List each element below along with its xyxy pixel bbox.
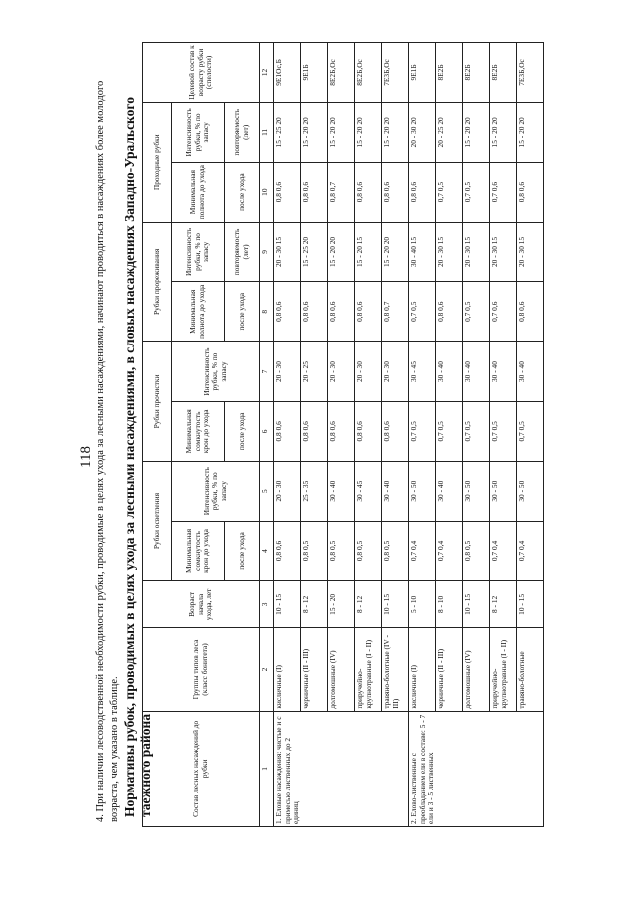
clearing-intensity: 25 - 35 <box>301 461 328 521</box>
thinning-intensity: 15 - 20 20 <box>328 222 355 282</box>
column-number: 7 <box>260 342 274 402</box>
cleaning-closure: 0,7 0,5 <box>409 401 436 461</box>
table-row <box>463 43 490 827</box>
age-value: 8 - 10 <box>436 581 463 628</box>
thinning-fullness: 0,8 0,6 <box>517 282 544 342</box>
table-row <box>355 43 382 827</box>
forest-group: долгомошные (IV) <box>463 628 490 711</box>
passing-fullness: 0,7 0,5 <box>436 162 463 222</box>
cleaning-closure: 0,7 0,5 <box>517 401 544 461</box>
header-min-fullness: Минимальная полнота до ухода <box>172 162 225 222</box>
thinning-fullness: 0,7 0,5 <box>409 282 436 342</box>
cleaning-intensity: 20 - 30 <box>382 342 409 402</box>
thinning-fullness: 0,8 0,6 <box>328 282 355 342</box>
cleaning-closure: 0,8 0,6 <box>328 401 355 461</box>
cleaning-intensity: 20 - 30 <box>274 342 301 402</box>
passing-intensity: 15 - 20 20 <box>355 102 382 162</box>
column-number: 8 <box>260 282 274 342</box>
passing-fullness: 0,8 0,7 <box>328 162 355 222</box>
passing-fullness: 0,8 0,6 <box>382 162 409 222</box>
forest-group: приручейно-крупнотравные (I - II) <box>355 628 382 711</box>
target-composition: 8Е2Б <box>436 43 463 103</box>
column-number: 9 <box>260 222 274 282</box>
norms-table <box>142 42 544 827</box>
column-number: 12 <box>260 43 274 103</box>
passing-fullness: 0,8 0,6 <box>517 162 544 222</box>
clearing-intensity: 30 - 50 <box>490 461 517 521</box>
column-number: 3 <box>260 581 274 628</box>
target-composition: 7Е3Б,Ос <box>517 43 544 103</box>
table-row <box>274 43 301 827</box>
cleaning-intensity: 20 - 30 <box>328 342 355 402</box>
target-composition: 9Е1Б <box>409 43 436 103</box>
passing-fullness: 0,8 0,6 <box>355 162 382 222</box>
thinning-intensity: 15 - 20 20 <box>382 222 409 282</box>
clearing-closure: 0,7 0,4 <box>436 521 463 581</box>
forest-group: травяно-болотные <box>517 628 544 711</box>
section-composition: 1. Еловые насаждения: чистые и с примесью лиственных до 2 единиц <box>274 711 409 826</box>
passing-intensity: 15 - 20 20 <box>382 102 409 162</box>
target-composition: 7Е3Б,Ос <box>382 43 409 103</box>
clearing-intensity: 30 - 45 <box>355 461 382 521</box>
age-value: 5 - 10 <box>409 581 436 628</box>
passing-fullness: 0,8 0,6 <box>409 162 436 222</box>
header-cleaning: Рубки прочистки <box>143 342 172 462</box>
header-passing: Проходные рубки <box>143 102 172 222</box>
header-min-fullness: Минимальная полнота до ухода <box>172 282 225 342</box>
clearing-intensity: 20 - 30 <box>274 461 301 521</box>
age-value: 10 - 15 <box>274 581 301 628</box>
thinning-intensity: 20 - 30 15 <box>490 222 517 282</box>
header-thinning: Рубки прореживания <box>143 222 172 342</box>
clearing-closure: 0,8 0,5 <box>463 521 490 581</box>
passing-intensity: 15 - 20 20 <box>490 102 517 162</box>
clearing-closure: 0,8 0,5 <box>328 521 355 581</box>
column-number: 4 <box>260 521 274 581</box>
cleaning-intensity: 30 - 40 <box>463 342 490 402</box>
cleaning-intensity: 20 - 25 <box>301 342 328 402</box>
thinning-fullness: 0,8 0,6 <box>274 282 301 342</box>
header-target: Целевой состав к возрасту рубки (спелости) <box>143 43 260 103</box>
header-composition: Состав лесных насаждений до рубки <box>143 711 260 826</box>
thinning-fullness: 0,7 0,6 <box>490 282 517 342</box>
forest-group: травяно-болотные (IV - III) <box>382 628 409 711</box>
clearing-closure: 0,7 0,4 <box>490 521 517 581</box>
thinning-intensity: 20 - 30 15 <box>517 222 544 282</box>
table-row <box>409 43 436 827</box>
header-intensity: Интенсивность рубки, % по запасу <box>172 461 260 521</box>
clearing-closure: 0,7 0,4 <box>409 521 436 581</box>
header-after-care: после ухода <box>225 162 260 222</box>
paragraph-line-2: возраста, чем указано в таблице. <box>109 676 120 822</box>
table-row <box>382 43 409 827</box>
thinning-fullness: 0,8 0,6 <box>436 282 463 342</box>
target-composition: 8Е2Б,Ос <box>355 43 382 103</box>
table-row <box>490 43 517 827</box>
target-composition: 9Е1Ос,Б <box>274 43 301 103</box>
header-age: Возраст начала ухода, лет <box>143 581 260 628</box>
clearing-intensity: 30 - 50 <box>463 461 490 521</box>
cleaning-intensity: 30 - 40 <box>436 342 463 402</box>
thinning-intensity: 15 - 25 20 <box>301 222 328 282</box>
column-number: 1 <box>260 711 274 826</box>
header-after-care: после ухода <box>225 401 260 461</box>
cleaning-closure: 0,8 0,6 <box>274 401 301 461</box>
header-intensity: Интенсивность рубки, % по запасу <box>172 342 260 402</box>
clearing-intensity: 30 - 40 <box>328 461 355 521</box>
section-composition: 2. Елово-лиственные с преобладанием ели в составе: 5 - 7 ели и 3 - 5 лиственных <box>409 711 544 826</box>
cleaning-closure: 0,8 0,6 <box>301 401 328 461</box>
column-number: 11 <box>260 102 274 162</box>
passing-intensity: 20 - 25 20 <box>436 102 463 162</box>
cleaning-intensity: 30 - 40 <box>517 342 544 402</box>
age-value: 10 - 15 <box>382 581 409 628</box>
forest-group: долгомошные (IV) <box>328 628 355 711</box>
forest-group: черничные (II - III) <box>436 628 463 711</box>
clearing-closure: 0,8 0,5 <box>382 521 409 581</box>
clearing-intensity: 30 - 50 <box>409 461 436 521</box>
thinning-fullness: 0,8 0,7 <box>382 282 409 342</box>
forest-group: приручейно-крупнотравные (I - II) <box>490 628 517 711</box>
header-after-care: после ухода <box>225 521 260 581</box>
header-after-care: после ухода <box>225 282 260 342</box>
cleaning-intensity: 30 - 45 <box>409 342 436 402</box>
thinning-intensity: 30 - 40 15 <box>409 222 436 282</box>
clearing-intensity: 30 - 40 <box>382 461 409 521</box>
thinning-fullness: 0,8 0,6 <box>355 282 382 342</box>
header-min-closure: Минимальная сомкнутость крон до ухода <box>172 401 225 461</box>
clearing-closure: 0,8 0,5 <box>355 521 382 581</box>
passing-fullness: 0,8 0,6 <box>301 162 328 222</box>
target-composition: 9Е1Б <box>301 43 328 103</box>
header-intensity: Интенсивность рубки, % по запасу <box>172 222 225 282</box>
passing-intensity: 15 - 20 20 <box>328 102 355 162</box>
cleaning-closure: 0,7 0,5 <box>490 401 517 461</box>
target-composition: 8Е2Б <box>463 43 490 103</box>
cleaning-closure: 0,8 0,6 <box>355 401 382 461</box>
cleaning-closure: 0,7 0,5 <box>463 401 490 461</box>
table-header <box>143 43 274 827</box>
header-group: Группы типов леса (класс бонитета) <box>143 628 260 711</box>
thinning-fullness: 0,8 0,6 <box>301 282 328 342</box>
table-row <box>301 43 328 827</box>
thinning-intensity: 20 - 30 15 <box>436 222 463 282</box>
clearing-closure: 0,7 0,4 <box>517 521 544 581</box>
column-number: 6 <box>260 401 274 461</box>
clearing-closure: 0,8 0,5 <box>301 521 328 581</box>
clearing-intensity: 30 - 40 <box>436 461 463 521</box>
header-clearing: Рубки осветления <box>143 461 172 581</box>
clearing-closure: 0,8 0,6 <box>274 521 301 581</box>
age-value: 8 - 12 <box>301 581 328 628</box>
table-body <box>274 43 544 827</box>
column-number: 5 <box>260 461 274 521</box>
forest-group: кисличные (I) <box>274 628 301 711</box>
header-min-closure: Минимальная сомкнутость крон до ухода <box>172 521 225 581</box>
cleaning-closure: 0,8 0,6 <box>382 401 409 461</box>
target-composition: 8Е2Б,Ос <box>328 43 355 103</box>
forest-group: черничные (II - III) <box>301 628 328 711</box>
passing-intensity: 15 - 20 20 <box>463 102 490 162</box>
page-number: 118 <box>78 446 94 468</box>
passing-intensity: 20 - 30 20 <box>409 102 436 162</box>
cleaning-intensity: 20 - 30 <box>355 342 382 402</box>
thinning-intensity: 15 - 20 15 <box>355 222 382 282</box>
passing-fullness: 0,7 0,6 <box>490 162 517 222</box>
cleaning-intensity: 30 - 40 <box>490 342 517 402</box>
forest-group: кисличные (I) <box>409 628 436 711</box>
passing-intensity: 15 - 20 20 <box>301 102 328 162</box>
column-number: 10 <box>260 162 274 222</box>
header-intensity: Интенсивность рубки, % по запасу <box>172 102 225 162</box>
thinning-intensity: 20 - 30 15 <box>274 222 301 282</box>
column-number: 2 <box>260 628 274 711</box>
age-value: 15 - 20 <box>328 581 355 628</box>
thinning-fullness: 0,7 0,5 <box>463 282 490 342</box>
passing-fullness: 0,7 0,5 <box>463 162 490 222</box>
passing-intensity: 15 - 20 20 <box>517 102 544 162</box>
clearing-intensity: 30 - 50 <box>517 461 544 521</box>
age-value: 10 - 15 <box>517 581 544 628</box>
target-composition: 8Е2Б <box>490 43 517 103</box>
passing-intensity: 15 - 25 20 <box>274 102 301 162</box>
table-row <box>517 43 544 827</box>
header-repeat: повторяемость (лет) <box>225 102 260 162</box>
header-repeat: повторяемость (лет) <box>225 222 260 282</box>
table-row <box>436 43 463 827</box>
table-title: Нормативы рубок, проводимых в целях ухода за лесными насаждениями, в словых насаждениях Западно-Уральского таежного района <box>122 97 153 817</box>
age-value: 8 - 12 <box>355 581 382 628</box>
column-number-row <box>260 43 274 827</box>
cleaning-closure: 0,7 0,5 <box>436 401 463 461</box>
thinning-intensity: 20 - 30 15 <box>463 222 490 282</box>
table-row <box>328 43 355 827</box>
paragraph-line-1: 4. При наличии лесоводственной необходимости рубки, проводимые в целях ухода за лесными насаждениями, начинают проводиться в насаждениях более молодого <box>95 80 106 822</box>
passing-fullness: 0,8 0,6 <box>274 162 301 222</box>
age-value: 8 - 12 <box>490 581 517 628</box>
age-value: 10 - 15 <box>463 581 490 628</box>
